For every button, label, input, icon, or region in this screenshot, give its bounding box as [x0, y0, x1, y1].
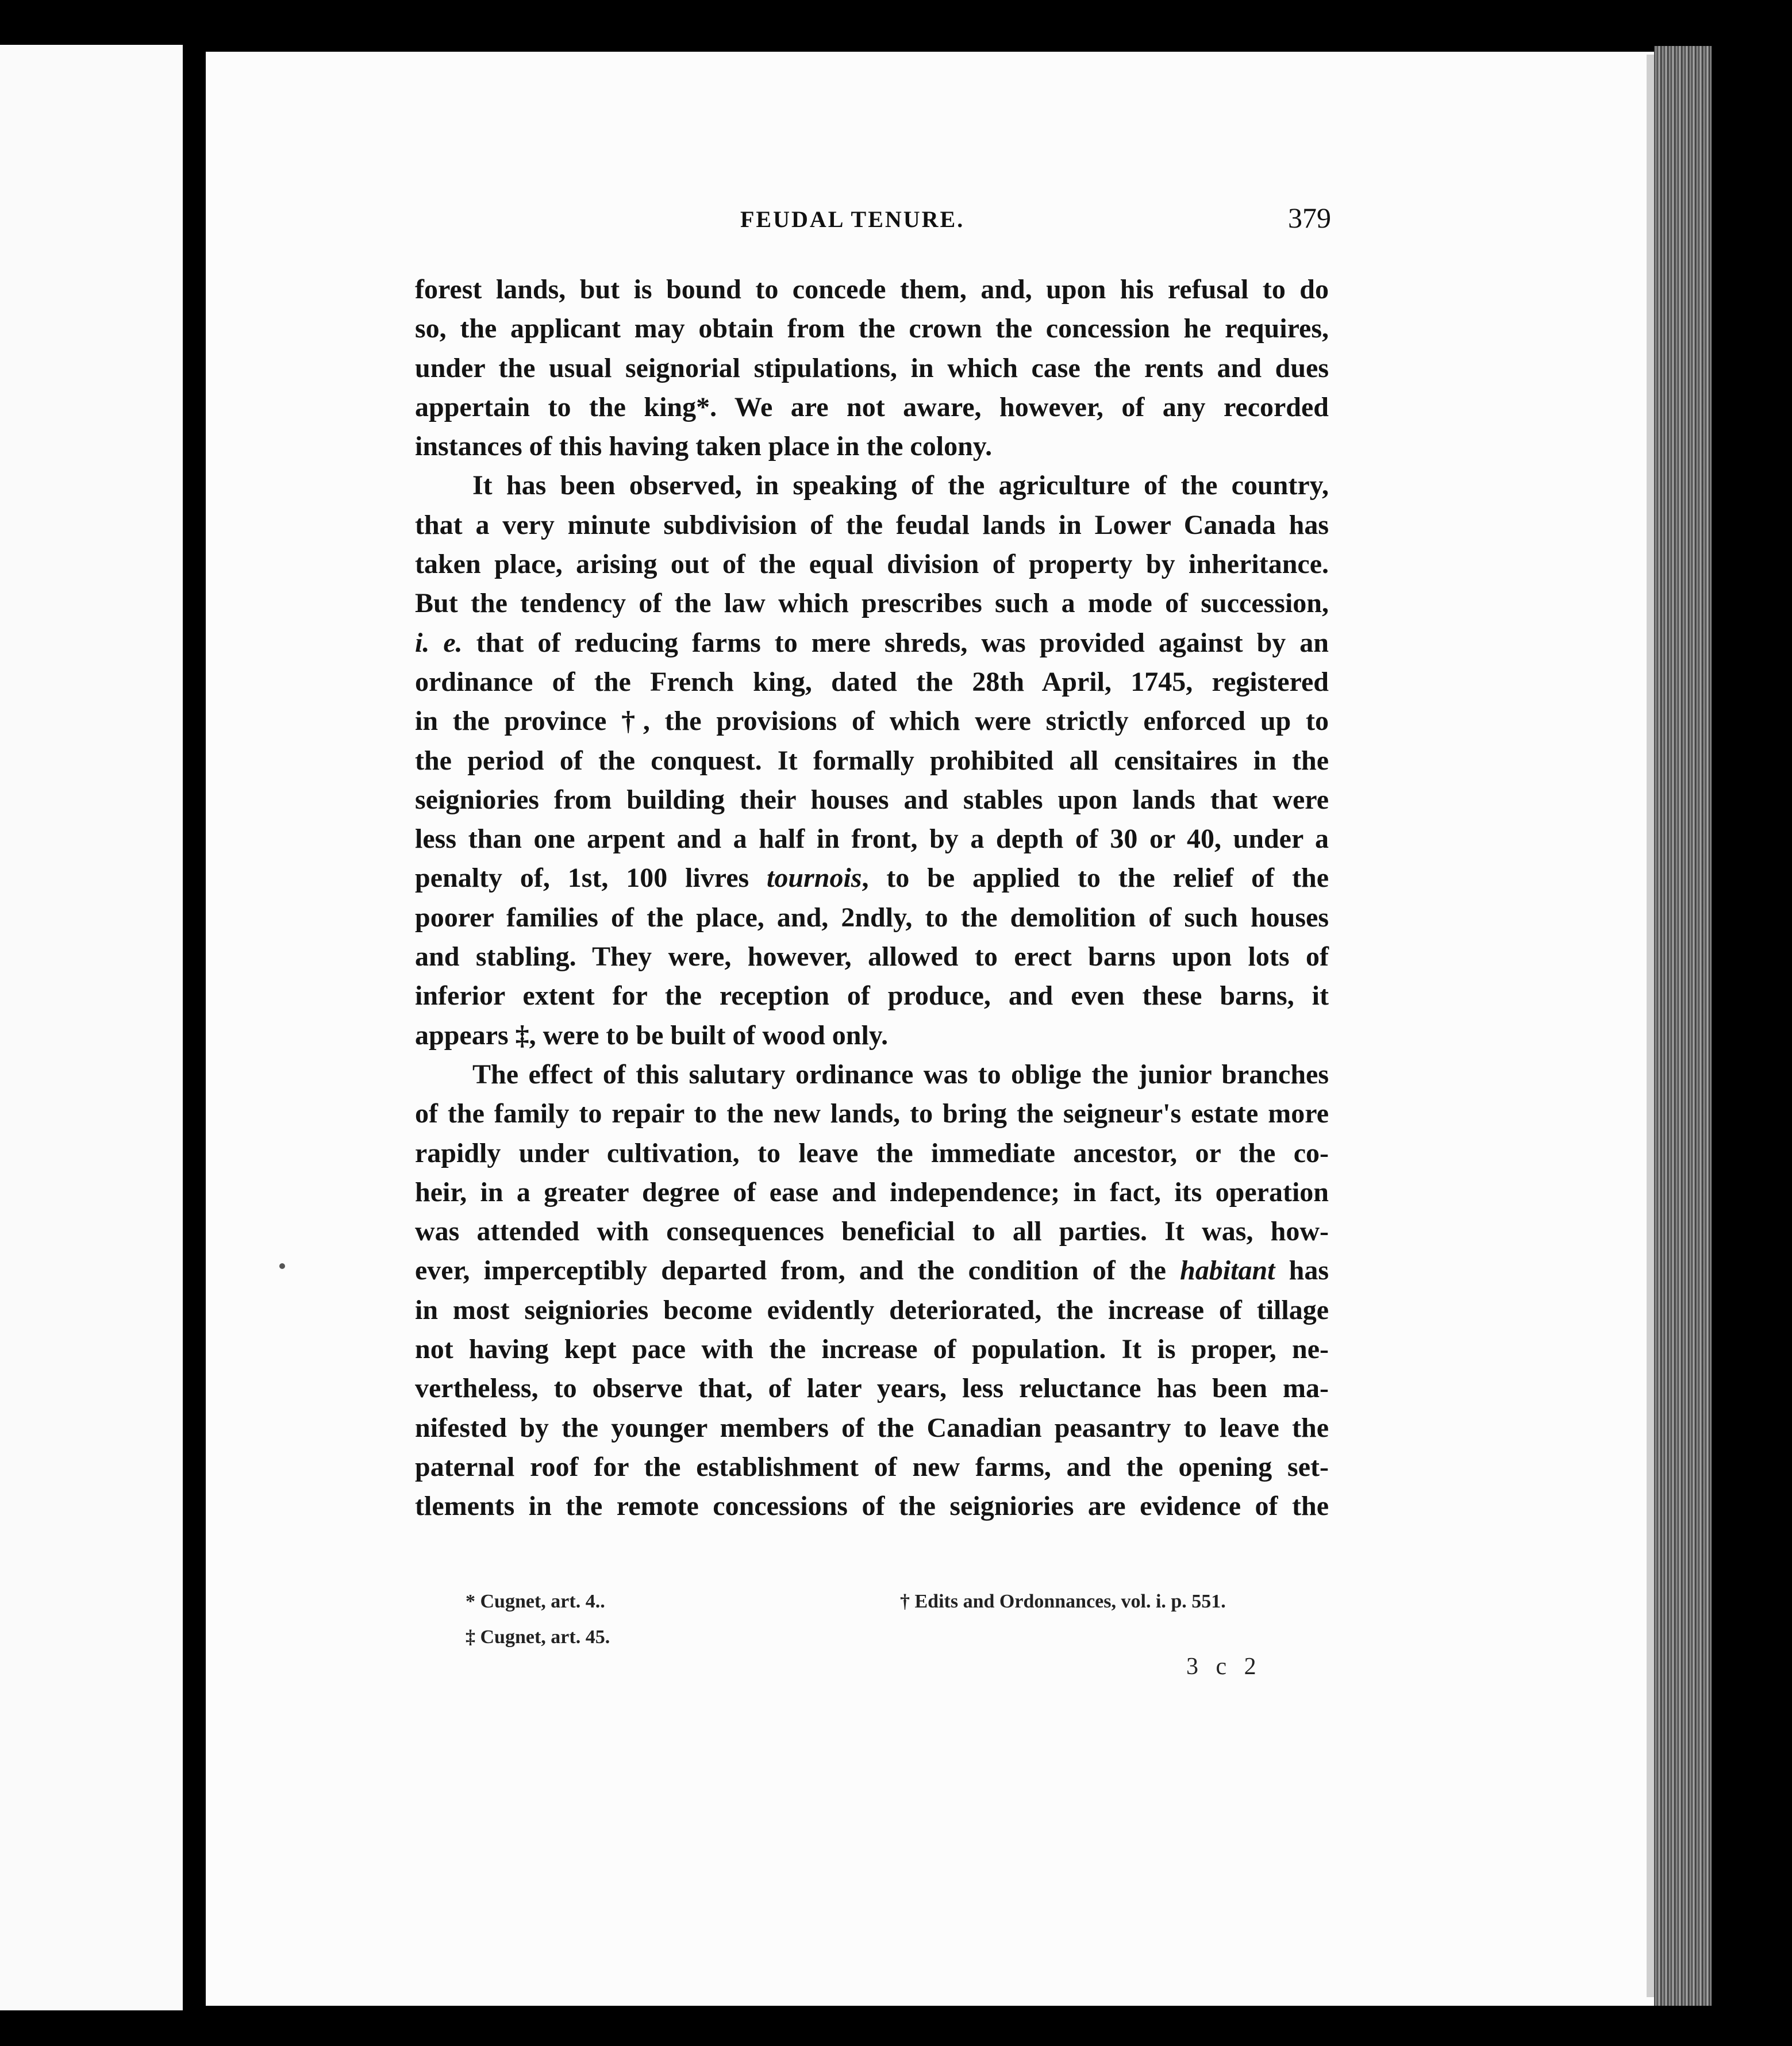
text-line: poorer families of the place, and, 2ndly, to the demolition of such houses [415, 902, 1329, 933]
text-line: was attended with consequences beneficial to all parties. It was, how- [415, 1216, 1329, 1247]
body-text [415, 270, 1329, 1526]
text-line: the period of the conquest. It formally prohibited all censitaires in the [415, 745, 1329, 776]
text-line: appertain to the king*. We are not aware, however, of any recorded [415, 391, 1329, 422]
text-line: instances of this having taken place in the colony. [415, 431, 993, 462]
text-line: paternal roof for the establishment of new farms, and the opening set- [415, 1451, 1329, 1482]
text-line: penalty of, 1st, 100 livres tournois, to be applied to the relief of the [415, 863, 1329, 894]
text-line: ever, imperceptibly departed from, and the condition of the habitant has [415, 1255, 1329, 1286]
text-line: under the usual seignorial stipulations, in which case the rents and dues [415, 352, 1329, 383]
signature-mark: 3 c 2 [1186, 1653, 1262, 1680]
text-line: The effect of this salutary ordinance was to oblige the junior branches [472, 1059, 1329, 1090]
running-head: FEUDAL TENURE. [740, 206, 965, 232]
text-line: in most seigniories become evidently deteriorated, the increase of tillage [415, 1294, 1329, 1325]
text-line: not having kept pace with the increase of population. It is proper, ne- [415, 1334, 1329, 1365]
text-line: appears ‡, were to be built of wood only. [415, 1020, 889, 1051]
facing-page-edge [0, 45, 183, 2010]
book-edge-stack [1654, 46, 1712, 2006]
footnote-star: * Cugnet, art. 4.. [466, 1591, 605, 1612]
text-line: vertheless, to observe that, of later years, less reluctance has been ma- [415, 1373, 1329, 1404]
text-line: so, the applicant may obtain from the crown the concession he requires, [415, 313, 1329, 344]
text-line: It has been observed, in speaking of the agriculture of the country, [472, 470, 1329, 501]
text-line: nifested by the younger members of the Canadian peasantry to leave the [415, 1412, 1329, 1443]
footnote-double-dagger: ‡ Cugnet, art. 45. [466, 1626, 610, 1648]
text-line: in the province †, the provisions of which were strictly enforced up to [415, 706, 1329, 737]
text-line: tlements in the remote concessions of the seigniories are evidence of the [415, 1491, 1329, 1522]
text-line: rapidly under cultivation, to leave the immediate ancestor, or the co- [415, 1137, 1329, 1168]
text-line: seigniories from building their houses and stables upon lands that were [415, 784, 1329, 815]
text-line: forest lands, but is bound to concede them, and, upon his refusal to do [415, 274, 1329, 305]
page-number: 379 [1288, 202, 1331, 234]
text-line: less than one arpent and a half in front, by a depth of 30 or 40, under a [415, 824, 1329, 855]
text-line: ordinance of the French king, dated the 28th April, 1745, registered [415, 666, 1329, 697]
text-line: of the family to repair to the new lands, to bring the seigneur's estate more [415, 1098, 1329, 1129]
text-line: and stabling. They were, however, allowed to erect barns upon lots of [415, 941, 1329, 972]
text-line: But the tendency of the law which prescribes such a mode of succession, [415, 588, 1329, 619]
page-header [414, 202, 1333, 246]
text-line: inferior extent for the reception of produce, and even these barns, it [415, 980, 1329, 1012]
text-line: heir, in a greater degree of ease and independence; in fact, its operation [415, 1176, 1329, 1207]
footnote-dagger: † Edits and Ordonnances, vol. i. p. 551. [900, 1591, 1226, 1612]
ink-speck [279, 1263, 285, 1269]
text-line: that a very minute subdivision of the feudal lands in Lower Canada has [415, 509, 1329, 540]
text-line: taken place, arising out of the equal division of property by inheritance. [415, 549, 1329, 580]
text-line: i. e. that of reducing farms to mere shreds, was provided against by an [415, 627, 1329, 658]
